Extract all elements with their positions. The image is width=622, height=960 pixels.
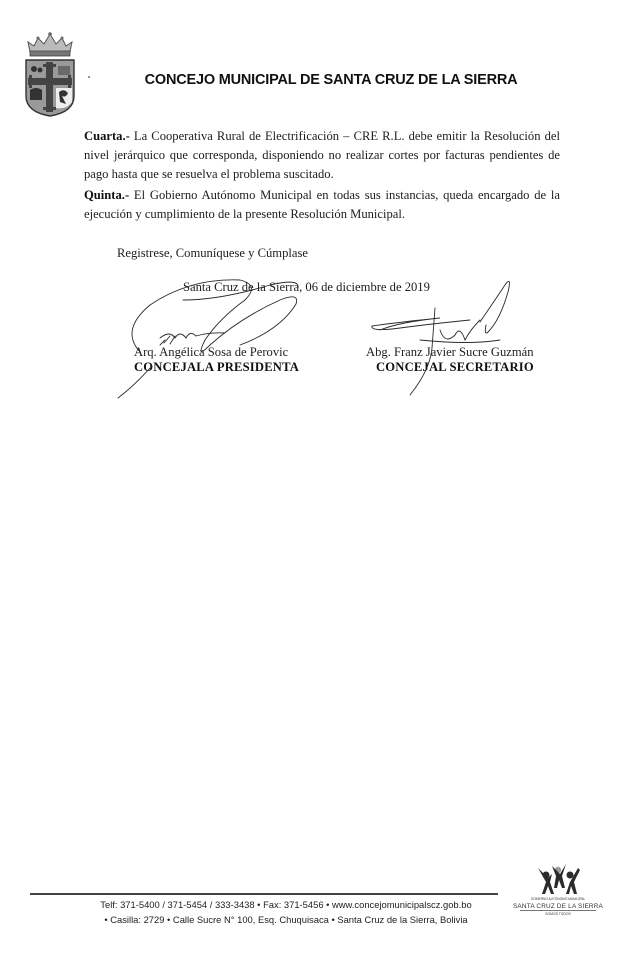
- signatory-role-secretary: CONCEJAL SECRETARIO: [376, 360, 534, 374]
- article-label: Quinta.-: [84, 188, 130, 202]
- article-text: El Gobierno Autónomo Municipal en todas sus instancias, queda encargado de la ejecución y cumplimiento de la presente Resolución Municipal.: [84, 188, 560, 221]
- footer-contact: Telf: 371-5400 / 371-5454 / 333-3438 • Fax: 371-5456 • www.concejomunicipalscz.gob.bo: [100, 899, 472, 910]
- logo-subtitle: GOBIERNO AUTÓNOMO MUNICIPAL: [530, 897, 586, 901]
- signatory-role-president: CONCEJALA PRESIDENTA: [134, 360, 300, 374]
- article-cuarta: [84, 127, 560, 184]
- page-title: CONCEJO MUNICIPAL DE SANTA CRUZ DE LA SIERRA: [144, 72, 518, 88]
- logo-slogan: SOMOS TODOS: [545, 912, 571, 916]
- article-quinta: [84, 186, 560, 224]
- article-text: La Cooperativa Rural de Electrificación – CRE R.L. debe emitir la Resolución del nivel jerárquico que corresponda, disponiendo no realizar cortes por facturas pendientes de pago hasta que se resuelva el problema suscitado.: [84, 129, 560, 181]
- signatory-name-secretary: Abg. Franz Javier Sucre Guzmán: [366, 345, 534, 359]
- footer-address: • Casilla: 2729 • Calle Sucre N° 100, Esq. Chuquisaca • Santa Cruz de la Sierra, Bolivia: [104, 914, 468, 925]
- article-label: Cuarta.-: [84, 129, 130, 143]
- logo-name: SANTA CRUZ DE LA SIERRA: [512, 903, 604, 910]
- closing-formula: Registrese, Comuníquese y Cúmplase: [117, 246, 308, 260]
- place-and-date: Santa Cruz de la Sierra, 06 de diciembre de 2019: [183, 280, 430, 294]
- signatory-name-president: Arq. Angélica Sosa de Perovic: [134, 345, 289, 359]
- signature-secretary-icon: [372, 318, 470, 330]
- footer-divider: [30, 893, 498, 895]
- logo-divider: [520, 910, 596, 911]
